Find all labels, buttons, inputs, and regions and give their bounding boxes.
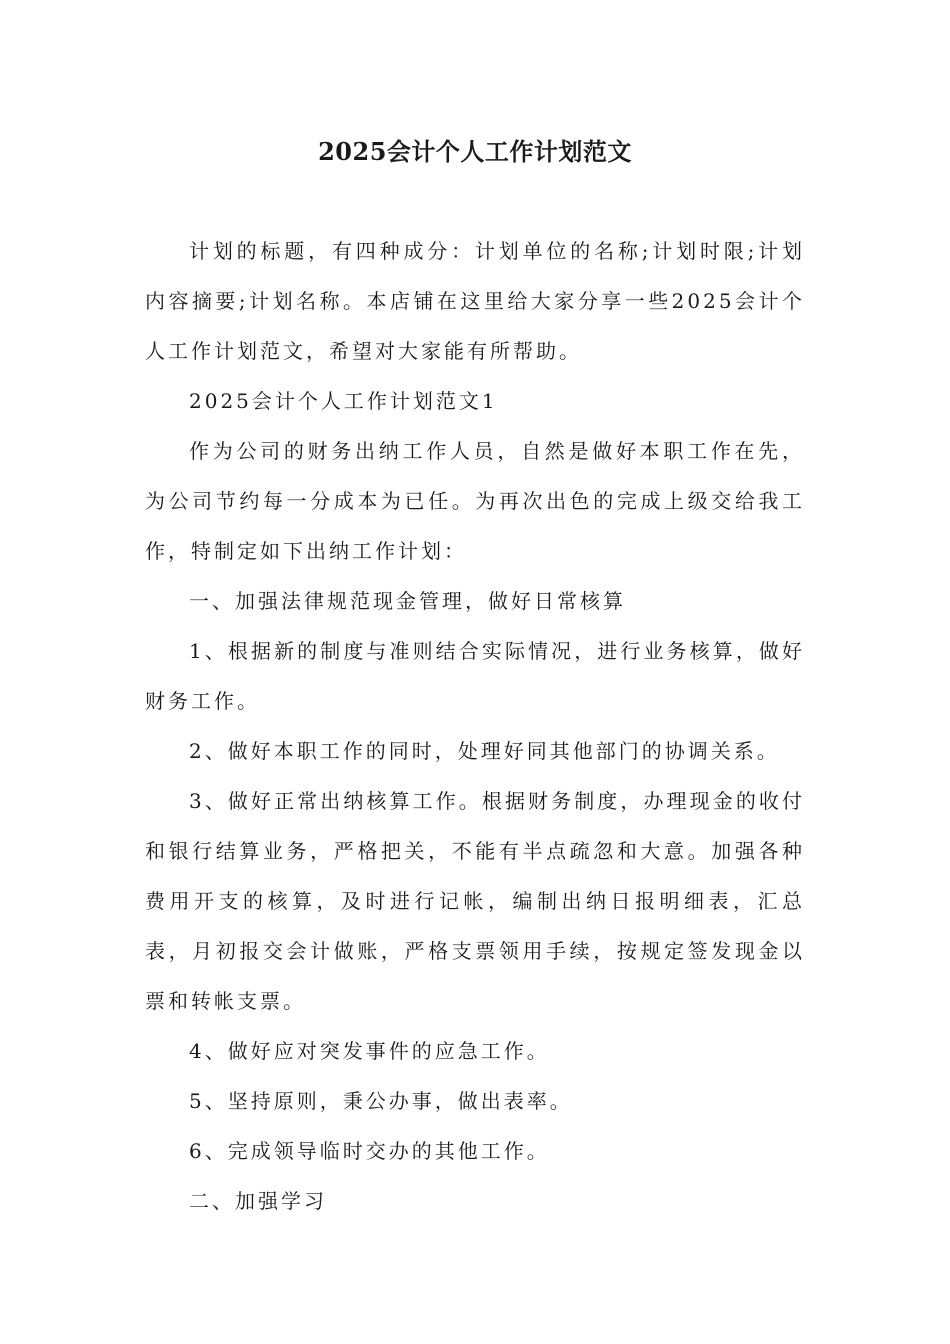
list-item: 4、做好应对突发事件的应急工作。 — [189, 1039, 550, 1063]
list-item: 2、做好本职工作的同时，处理好同其他部门的协调关系。 — [189, 739, 780, 763]
list-item: 1、根据新的制度与准则结合实际情况，进行业务核算，做好财务工作。 — [145, 639, 805, 713]
paragraph-section-heading: 2025会计个人工作计划范文1 — [189, 389, 498, 413]
document-title: 2025会计个人工作计划范文 — [318, 137, 632, 166]
list-item: 5、坚持原则，秉公办事，做出表率。 — [189, 1089, 573, 1113]
paragraph-heading-2: 二、加强学习 — [189, 1189, 327, 1213]
document-body — [145, 226, 805, 1226]
paragraph: 作为公司的财务出纳工作人员，自然是做好本职工作在先，为公司节约每一分成本为已任。为再次出色的完成上级交给我工作，特制定如下出纳工作计划： — [145, 439, 805, 563]
list-item: 6、完成领导临时交办的其他工作。 — [189, 1139, 550, 1163]
list-item: 3、做好正常出纳核算工作。根据财务制度，办理现金的收付和银行结算业务，严格把关，不能有半点疏忽和大意。加强各种费用开支的核算，及时进行记帐，编制出纳日报明细表，汇总表，月初报交会计做账，严格支票领用手续，按规定签发现金以票和转帐支票。 — [145, 789, 805, 1013]
paragraph-intro: 计划的标题，有四种成分：计划单位的名称;计划时限;计划内容摘要;计划名称。本店铺在这里给大家分享一些2025会计个人工作计划范文，希望对大家能有所帮助。 — [145, 239, 805, 363]
paragraph-heading-1: 一、加强法律规范现金管理，做好日常核算 — [189, 589, 626, 613]
